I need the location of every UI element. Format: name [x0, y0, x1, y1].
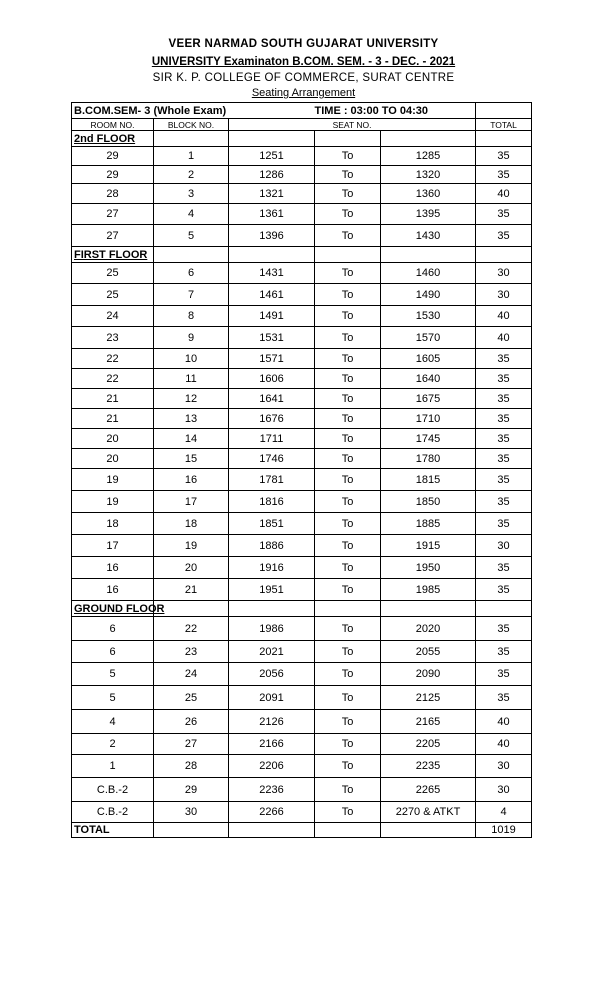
column-header-total: TOTAL: [476, 119, 532, 131]
exam-course: B.COM.SEM- 3 (Whole Exam): [72, 103, 315, 119]
seat-from: 1641: [229, 389, 315, 409]
table-row: [72, 184, 532, 204]
room-number: 19: [72, 491, 154, 513]
row-total: 35: [476, 429, 532, 449]
seat-to-label: To: [315, 579, 381, 601]
seat-from: 1886: [229, 535, 315, 557]
block-number: 29: [154, 778, 229, 802]
seat-to: 1885: [381, 513, 476, 535]
seat-to-label: To: [315, 204, 381, 225]
block-number: 22: [154, 617, 229, 641]
seat-to: 1850: [381, 491, 476, 513]
seat-to: 1780: [381, 449, 476, 469]
seat-from: 2091: [229, 686, 315, 710]
column-header-room: ROOM NO.: [72, 119, 154, 131]
row-total: 35: [476, 579, 532, 601]
table-row: [72, 204, 532, 225]
row-total: 40: [476, 306, 532, 327]
room-number: 5: [72, 663, 154, 686]
row-total: 30: [476, 263, 532, 284]
room-number: 27: [72, 204, 154, 225]
table-row: [72, 686, 532, 710]
block-number: 15: [154, 449, 229, 469]
table-row: [72, 147, 532, 166]
seat-from: 1396: [229, 225, 315, 247]
seat-from: 1986: [229, 617, 315, 641]
block-number: 5: [154, 225, 229, 247]
floor-row-blank: [154, 131, 229, 147]
exam-row-blank: [476, 103, 532, 119]
seat-from: 1491: [229, 306, 315, 327]
room-number: 19: [72, 469, 154, 491]
seat-to-label: To: [315, 557, 381, 579]
row-total: 30: [476, 284, 532, 306]
row-total: 35: [476, 409, 532, 429]
seat-from: 1461: [229, 284, 315, 306]
floor-label: 2nd FLOOR: [72, 131, 154, 147]
seat-to: 1915: [381, 535, 476, 557]
seat-from: 2166: [229, 734, 315, 755]
block-number: 30: [154, 802, 229, 823]
row-total: 30: [476, 778, 532, 802]
block-number: 27: [154, 734, 229, 755]
row-total: 30: [476, 755, 532, 778]
room-number: 6: [72, 617, 154, 641]
seat-from: 1711: [229, 429, 315, 449]
seat-from: 1676: [229, 409, 315, 429]
seat-to: 2055: [381, 641, 476, 663]
table-row: [72, 755, 532, 778]
seat-to-label: To: [315, 802, 381, 823]
table-row: [72, 579, 532, 601]
block-number: 13: [154, 409, 229, 429]
block-number: 4: [154, 204, 229, 225]
seat-to: 2235: [381, 755, 476, 778]
block-number: 7: [154, 284, 229, 306]
row-total: 35: [476, 204, 532, 225]
seat-from: 2056: [229, 663, 315, 686]
seat-to: 1530: [381, 306, 476, 327]
room-number: 29: [72, 166, 154, 184]
table-row: [72, 617, 532, 641]
seat-from: 1746: [229, 449, 315, 469]
seat-to-label: To: [315, 778, 381, 802]
block-number: 19: [154, 535, 229, 557]
seat-to: 1985: [381, 579, 476, 601]
seating-table: [71, 102, 532, 838]
room-number: C.B.-2: [72, 802, 154, 823]
floor-row-blank: [315, 131, 381, 147]
seat-to: 1710: [381, 409, 476, 429]
room-number: 20: [72, 449, 154, 469]
seat-to: 1675: [381, 389, 476, 409]
total-row-blank: [381, 823, 476, 838]
table-row: [72, 513, 532, 535]
table-row: [72, 449, 532, 469]
seat-to-label: To: [315, 686, 381, 710]
room-number: 24: [72, 306, 154, 327]
exam-time: TIME : 03:00 TO 04:30: [315, 103, 476, 119]
document-subtitle: Seating Arrangement: [251, 87, 356, 99]
table-row: [72, 491, 532, 513]
row-total: 35: [476, 449, 532, 469]
seat-to-label: To: [315, 263, 381, 284]
seat-to-label: To: [315, 469, 381, 491]
row-total: 40: [476, 710, 532, 734]
block-number: 21: [154, 579, 229, 601]
room-number: 29: [72, 147, 154, 166]
seat-to-label: To: [315, 389, 381, 409]
seat-from: 1531: [229, 327, 315, 349]
row-total: 35: [476, 617, 532, 641]
floor-label: FIRST FLOOR: [72, 247, 154, 263]
seat-from: 1816: [229, 491, 315, 513]
table-row: [72, 369, 532, 389]
total-row-blank: [154, 823, 229, 838]
centre-name: SIR K. P. COLLEGE OF COMMERCE, SURAT CENTRE: [152, 72, 455, 84]
floor-row-blank: [229, 601, 315, 617]
block-number: 11: [154, 369, 229, 389]
seat-to-label: To: [315, 663, 381, 686]
column-header-row: [72, 119, 532, 131]
seat-to-label: To: [315, 641, 381, 663]
seat-from: 1286: [229, 166, 315, 184]
table-row: [72, 557, 532, 579]
seat-to-label: To: [315, 617, 381, 641]
seat-to-label: To: [315, 306, 381, 327]
table-row: [72, 429, 532, 449]
block-number: 8: [154, 306, 229, 327]
room-number: 28: [72, 184, 154, 204]
seat-to: 2125: [381, 686, 476, 710]
floor-row-blank: [229, 247, 315, 263]
seat-to-label: To: [315, 166, 381, 184]
seat-from: 2021: [229, 641, 315, 663]
room-number: 2: [72, 734, 154, 755]
block-number: 12: [154, 389, 229, 409]
seat-from: 1606: [229, 369, 315, 389]
seat-to-label: To: [315, 449, 381, 469]
room-number: 16: [72, 579, 154, 601]
row-total: 35: [476, 663, 532, 686]
seat-to: 1395: [381, 204, 476, 225]
block-number: 24: [154, 663, 229, 686]
room-number: 1: [72, 755, 154, 778]
seat-to: 2165: [381, 710, 476, 734]
floor-label: GROUND FLOOR: [72, 601, 154, 617]
block-number: 9: [154, 327, 229, 349]
row-total: 40: [476, 734, 532, 755]
table-row: [72, 284, 532, 306]
seat-from: 1951: [229, 579, 315, 601]
seat-to: 1320: [381, 166, 476, 184]
table-row: [72, 327, 532, 349]
room-number: 16: [72, 557, 154, 579]
block-number: 25: [154, 686, 229, 710]
floor-row-blank: [381, 131, 476, 147]
seat-from: 2206: [229, 755, 315, 778]
row-total: 4: [476, 802, 532, 823]
seat-to-label: To: [315, 491, 381, 513]
table-row: [72, 710, 532, 734]
row-total: 35: [476, 513, 532, 535]
seat-to: 1285: [381, 147, 476, 166]
floor-row-blank: [476, 131, 532, 147]
floor-row-blank: [229, 131, 315, 147]
floor-header-row: [72, 131, 532, 147]
seat-to: 2265: [381, 778, 476, 802]
block-number: 23: [154, 641, 229, 663]
block-number: 16: [154, 469, 229, 491]
seat-to: 1460: [381, 263, 476, 284]
seat-to-label: To: [315, 327, 381, 349]
row-total: 40: [476, 327, 532, 349]
seat-from: 1851: [229, 513, 315, 535]
floor-header-row: [72, 601, 532, 617]
seat-from: 2266: [229, 802, 315, 823]
block-number: 10: [154, 349, 229, 369]
row-total: 30: [476, 535, 532, 557]
table-row: [72, 641, 532, 663]
floor-row-blank: [476, 601, 532, 617]
total-row-blank: [229, 823, 315, 838]
room-number: 18: [72, 513, 154, 535]
seat-from: 1431: [229, 263, 315, 284]
room-number: 22: [72, 369, 154, 389]
seat-to: 1605: [381, 349, 476, 369]
table-row: [72, 166, 532, 184]
seat-to: 2270 & ATKT: [381, 802, 476, 823]
seat-to-label: To: [315, 513, 381, 535]
row-total: 35: [476, 389, 532, 409]
row-total: 35: [476, 641, 532, 663]
table-row: [72, 225, 532, 247]
seat-to: 1745: [381, 429, 476, 449]
seat-from: 1916: [229, 557, 315, 579]
seat-to-label: To: [315, 184, 381, 204]
seat-to-label: To: [315, 429, 381, 449]
seat-to-label: To: [315, 349, 381, 369]
block-number: 20: [154, 557, 229, 579]
seat-to: 1430: [381, 225, 476, 247]
seat-from: 1571: [229, 349, 315, 369]
room-number: 5: [72, 686, 154, 710]
seat-to-label: To: [315, 409, 381, 429]
table-row: [72, 535, 532, 557]
row-total: 40: [476, 184, 532, 204]
row-total: 35: [476, 147, 532, 166]
seat-to: 2020: [381, 617, 476, 641]
seat-to: 2090: [381, 663, 476, 686]
total-label: TOTAL: [72, 823, 154, 838]
column-header-block: BLOCK NO.: [154, 119, 229, 131]
exam-row: [72, 103, 532, 119]
floor-row-blank: [381, 601, 476, 617]
table-row: [72, 409, 532, 429]
block-number: 1: [154, 147, 229, 166]
seat-to: 1570: [381, 327, 476, 349]
room-number: 17: [72, 535, 154, 557]
seat-to-label: To: [315, 734, 381, 755]
floor-row-blank: [381, 247, 476, 263]
table-row: [72, 306, 532, 327]
floor-row-blank: [315, 247, 381, 263]
seat-to: 1950: [381, 557, 476, 579]
table-row: [72, 802, 532, 823]
seat-from: 2236: [229, 778, 315, 802]
block-number: 26: [154, 710, 229, 734]
floor-row-blank: [154, 247, 229, 263]
room-number: 20: [72, 429, 154, 449]
row-total: 35: [476, 166, 532, 184]
block-number: 14: [154, 429, 229, 449]
seat-to-label: To: [315, 369, 381, 389]
floor-row-blank: [315, 601, 381, 617]
seat-to-label: To: [315, 535, 381, 557]
seat-from: 1251: [229, 147, 315, 166]
block-number: 18: [154, 513, 229, 535]
room-number: 25: [72, 263, 154, 284]
row-total: 35: [476, 469, 532, 491]
room-number: 21: [72, 409, 154, 429]
block-number: 17: [154, 491, 229, 513]
table-row: [72, 389, 532, 409]
seat-to-label: To: [315, 284, 381, 306]
total-row: [72, 823, 532, 838]
row-total: 35: [476, 491, 532, 513]
room-number: 21: [72, 389, 154, 409]
floor-row-blank: [154, 601, 229, 617]
seat-to: 2205: [381, 734, 476, 755]
seat-from: 2126: [229, 710, 315, 734]
row-total: 35: [476, 349, 532, 369]
block-number: 6: [154, 263, 229, 284]
table-row: [72, 778, 532, 802]
row-total: 35: [476, 686, 532, 710]
table-row: [72, 469, 532, 491]
room-number: 25: [72, 284, 154, 306]
floor-header-row: [72, 247, 532, 263]
seat-to: 1640: [381, 369, 476, 389]
seat-from: 1321: [229, 184, 315, 204]
seat-to-label: To: [315, 147, 381, 166]
seat-to-label: To: [315, 755, 381, 778]
table-row: [72, 663, 532, 686]
seat-to: 1490: [381, 284, 476, 306]
row-total: 35: [476, 369, 532, 389]
table-row: [72, 263, 532, 284]
block-number: 28: [154, 755, 229, 778]
room-number: 6: [72, 641, 154, 663]
column-header-seat: SEAT NO.: [229, 119, 476, 131]
room-number: 4: [72, 710, 154, 734]
table-row: [72, 734, 532, 755]
block-number: 2: [154, 166, 229, 184]
seat-from: 1361: [229, 204, 315, 225]
room-number: 22: [72, 349, 154, 369]
room-number: C.B.-2: [72, 778, 154, 802]
seat-to-label: To: [315, 225, 381, 247]
floor-row-blank: [476, 247, 532, 263]
grand-total: 1019: [476, 823, 532, 838]
block-number: 3: [154, 184, 229, 204]
total-row-blank: [315, 823, 381, 838]
seat-to: 1815: [381, 469, 476, 491]
row-total: 35: [476, 557, 532, 579]
seat-from: 1781: [229, 469, 315, 491]
seat-to-label: To: [315, 710, 381, 734]
exam-title: UNIVERSITY Examinaton B.COM. SEM. - 3 - DEC. - 2021: [151, 56, 456, 68]
seat-to: 1360: [381, 184, 476, 204]
room-number: 27: [72, 225, 154, 247]
room-number: 23: [72, 327, 154, 349]
university-name: VEER NARMAD SOUTH GUJARAT UNIVERSITY: [168, 38, 439, 50]
table-row: [72, 349, 532, 369]
row-total: 35: [476, 225, 532, 247]
